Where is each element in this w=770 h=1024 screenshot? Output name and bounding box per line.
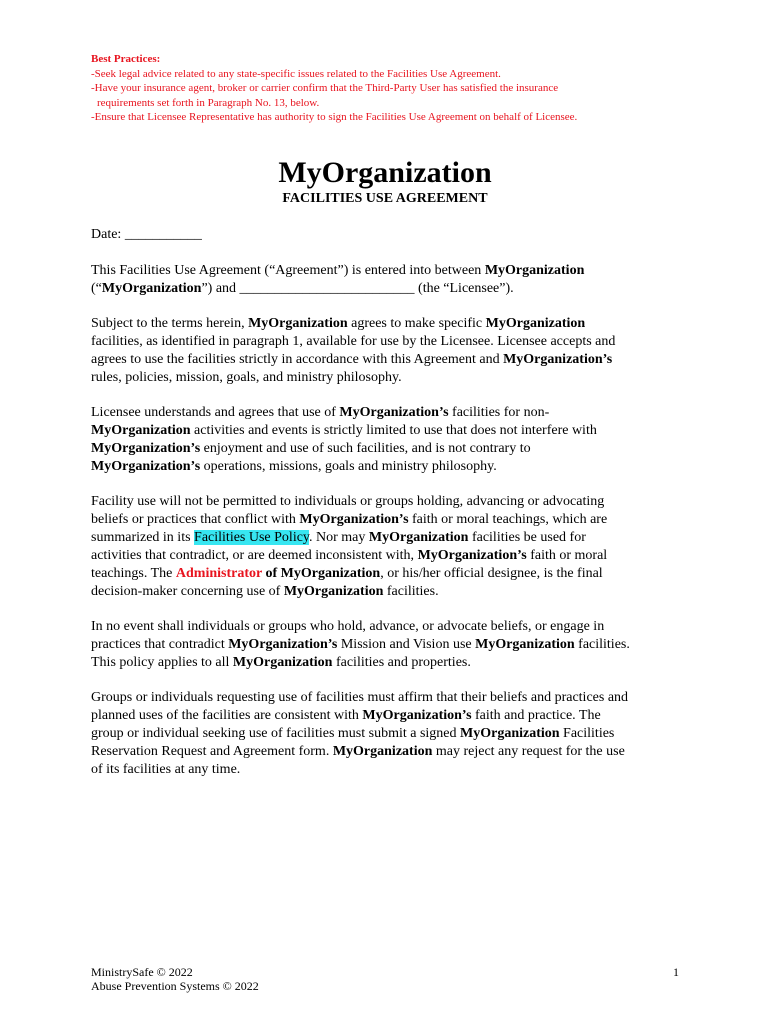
footer-copyright: Abuse Prevention Systems © 2022 <box>91 979 259 993</box>
document-title: FACILITIES USE AGREEMENT <box>282 191 488 206</box>
paragraph-terms: Subject to the terms herein, MyOrganization agrees to make specific MyOrganization facilities, as identified in paragraph 1, available for use by the Licensee. Licensee accepts and agrees to use the facilities strictly in accordance with this Agreement and MyOrganization’s rules, policies, mission, goals, and ministry philosophy. <box>91 316 616 385</box>
paragraph-affirmation: Groups or individuals requesting use of facilities must affirm that their beliefs and practices and planned uses of the facilities are consistent with MyOrganization’s faith and practice. The group or individual seeking use of facilities must submit a signed MyOrganization Facilities Reservation Request and Agreement form. MyOrganization may reject any request for the use of its facilities at any time. <box>91 690 629 777</box>
organization-title: MyOrganization <box>278 156 492 189</box>
paragraph-licensee-understanding: Licensee understands and agrees that use of MyOrganization’s facilities for non- MyOrganization activities and events is strictly limited to use that does not interfere with MyOrganization’s enjoyment and use of such facilities, and is not contrary to MyOrganization’s operations, missions, goals and ministry philosophy. <box>91 405 597 474</box>
page-number: 1 <box>673 965 679 979</box>
best-practices-item: -Ensure that Licensee Representative has authority to sign the Facilities Use Agreement on behalf of Licensee. <box>91 111 578 124</box>
best-practices-note <box>91 52 711 125</box>
best-practices-title: Best Practices: <box>91 53 161 65</box>
best-practices-item: requirements set forth in Paragraph No. 13, below. <box>97 96 320 109</box>
best-practices-item: -Have your insurance agent, broker or carrier confirm that the Third-Party User has satisfied the insurance <box>91 82 559 95</box>
paragraph-mission-vision: In no event shall individuals or groups who hold, advance, or advocate beliefs, or engage in practices that contradict MyOrganization’s Mission and Vision use MyOrganization facilities. This policy applies to all MyOrganization facilities and properties. <box>91 619 630 670</box>
paragraph-parties: This Facilities Use Agreement (“Agreement”) is entered into between MyOrganization (“MyOrganization”) and _________________________ (the “Licensee”). <box>91 263 585 296</box>
page-footer <box>91 965 691 993</box>
administrator-field: Administrator <box>175 566 262 581</box>
facilities-use-policy-link[interactable]: Facilities Use Policy <box>194 530 310 545</box>
best-practices-item: -Seek legal advice related to any state-specific issues related to the Facilities Use Agreement. <box>91 67 501 80</box>
paragraph-facility-use-restrictions: Facility use will not be permitted to individuals or groups holding, advancing or advocating beliefs or practices that conflict with MyOrganization’s faith or moral teachings, which are summarized in its Facilities Use Policy. Nor may MyOrganization facilities be used for activities that contradict, or are deemed inconsistent with, MyOrganization’s faith or moral teachings. The Administrator of MyOrganization, or his/her official designee, is the final decision-maker concerning use of MyOrganization facilities. <box>91 494 608 599</box>
footer-copyright: MinistrySafe © 2022 <box>91 965 193 979</box>
date-line: Date: ___________ <box>91 227 202 242</box>
